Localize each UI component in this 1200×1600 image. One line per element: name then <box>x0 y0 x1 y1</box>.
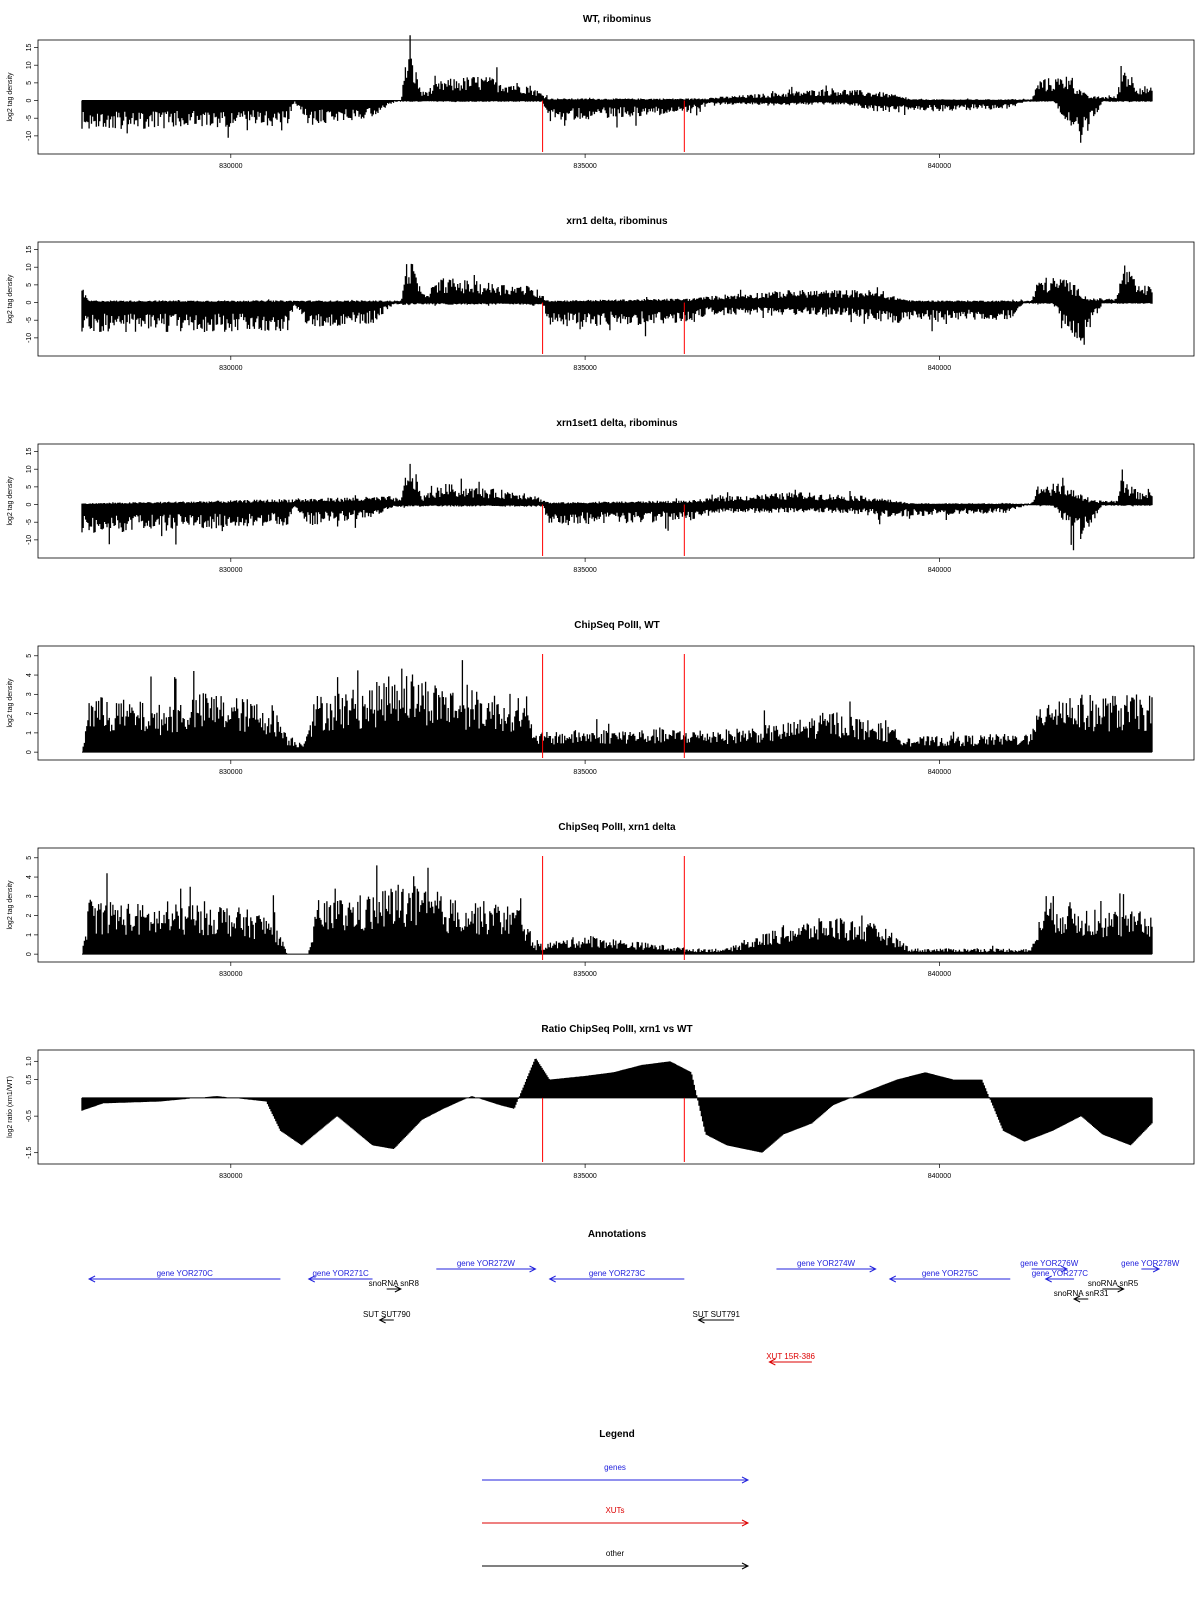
y-axis-label: log2 ratio (xrn1/WT) <box>7 1076 14 1138</box>
feature-label: gene YOR276W <box>1020 1259 1079 1268</box>
y-tick-label: 2 <box>26 711 33 716</box>
y-tick-label: -5 <box>26 519 33 526</box>
y-tick-label: 5 <box>26 653 33 658</box>
panel-title: ChipSeq PolII, WT <box>574 620 660 631</box>
feature-label: gene YOR274W <box>796 1259 856 1268</box>
feature-label: SUT SUT790 <box>362 1310 411 1319</box>
y-tick-label: 0 <box>26 750 33 755</box>
x-tick-label: 835000 <box>573 567 597 574</box>
y-tick-label: 15 <box>26 447 33 456</box>
legend-item-label: other <box>605 1549 625 1558</box>
y-tick-label: 0 <box>26 502 33 507</box>
y-tick-label: 4 <box>26 875 33 880</box>
feature-label: gene YOR270C <box>156 1269 213 1278</box>
x-tick-label: 840000 <box>927 769 952 776</box>
x-tick-label: 840000 <box>927 365 952 372</box>
panel-title: ChipSeq PolII, xrn1 delta <box>558 822 676 833</box>
y-tick-label: 0 <box>26 952 33 957</box>
y-tick-label: 10 <box>26 263 33 272</box>
x-tick-label: 830000 <box>219 769 243 776</box>
legend-title: Legend <box>599 1429 635 1440</box>
y-tick-label: -10 <box>26 534 33 545</box>
y-axis-label: log2 tag density <box>7 72 14 122</box>
y-tick-label: 5 <box>26 855 33 860</box>
feature-label: gene YOR272W <box>456 1259 515 1268</box>
x-tick-label: 840000 <box>927 163 952 170</box>
y-tick-label: 1 <box>26 730 33 735</box>
legend-item-label: genes <box>604 1463 626 1472</box>
feature-label: gene YOR277C <box>1031 1269 1089 1278</box>
feature-label: gene YOR278W <box>1121 1259 1180 1268</box>
y-tick-label: -10 <box>26 332 33 343</box>
panel-title: WT, ribominus <box>582 14 652 25</box>
y-tick-label: 5 <box>26 484 33 489</box>
y-tick-label: -0.5 <box>26 1110 33 1123</box>
x-tick-label: 835000 <box>573 365 597 372</box>
x-tick-label: 840000 <box>927 1173 952 1180</box>
x-tick-label: 830000 <box>219 1173 243 1180</box>
y-tick-label: 10 <box>26 61 33 70</box>
y-axis-label: log2 tag density <box>7 880 14 930</box>
x-tick-label: 835000 <box>573 163 597 170</box>
y-tick-label: 3 <box>26 692 33 697</box>
y-axis-label: log2 tag density <box>7 678 14 728</box>
y-tick-label: 5 <box>26 282 33 287</box>
y-tick-label: 15 <box>26 245 33 254</box>
x-tick-label: 840000 <box>927 971 952 978</box>
y-tick-label: 10 <box>26 465 33 474</box>
feature-label: gene YOR275C <box>921 1269 979 1278</box>
y-axis-label: log2 tag density <box>7 274 14 324</box>
y-tick-label: 1.0 <box>26 1056 33 1067</box>
feature-label: SUT SUT791 <box>692 1310 740 1319</box>
feature-label: gene YOR273C <box>588 1269 646 1278</box>
y-tick-label: -5 <box>26 115 33 122</box>
y-tick-label: 0 <box>26 98 33 103</box>
feature-label: snoRNA snR31 <box>1053 1289 1109 1298</box>
panel-title: xrn1set1 delta, ribominus <box>556 418 678 429</box>
y-tick-label: -1.5 <box>26 1146 33 1159</box>
x-tick-label: 835000 <box>573 769 597 776</box>
y-tick-label: 15 <box>26 43 33 52</box>
y-tick-label: 5 <box>26 80 33 85</box>
x-tick-label: 835000 <box>573 971 597 978</box>
y-tick-label: 2 <box>26 913 33 918</box>
y-tick-label: -10 <box>26 130 33 141</box>
legend-item-label: XUTs <box>605 1506 625 1515</box>
y-tick-label: 0 <box>26 300 33 305</box>
feature-label: snoRNA snR8 <box>368 1279 419 1288</box>
x-tick-label: 835000 <box>573 1173 597 1180</box>
y-tick-label: 0.5 <box>26 1074 33 1085</box>
x-tick-label: 830000 <box>219 163 243 170</box>
feature-label: gene YOR271C <box>312 1269 369 1278</box>
y-tick-label: 3 <box>26 894 33 899</box>
feature-label: snoRNA snR5 <box>1087 1279 1139 1288</box>
feature-label: XUT 15R-386 <box>766 1352 815 1361</box>
y-tick-label: 4 <box>26 673 33 678</box>
x-tick-label: 840000 <box>927 567 952 574</box>
y-axis-label: log2 tag density <box>7 476 14 526</box>
annotations-title: Annotations <box>587 1229 647 1240</box>
x-tick-label: 830000 <box>219 567 243 574</box>
y-tick-label: -5 <box>26 317 33 324</box>
panel-title: Ratio ChipSeq PolII, xrn1 vs WT <box>541 1024 693 1035</box>
panel-title: xrn1 delta, ribominus <box>566 216 668 227</box>
x-tick-label: 830000 <box>219 365 243 372</box>
y-tick-label: 1 <box>26 932 33 937</box>
x-tick-label: 830000 <box>219 971 243 978</box>
